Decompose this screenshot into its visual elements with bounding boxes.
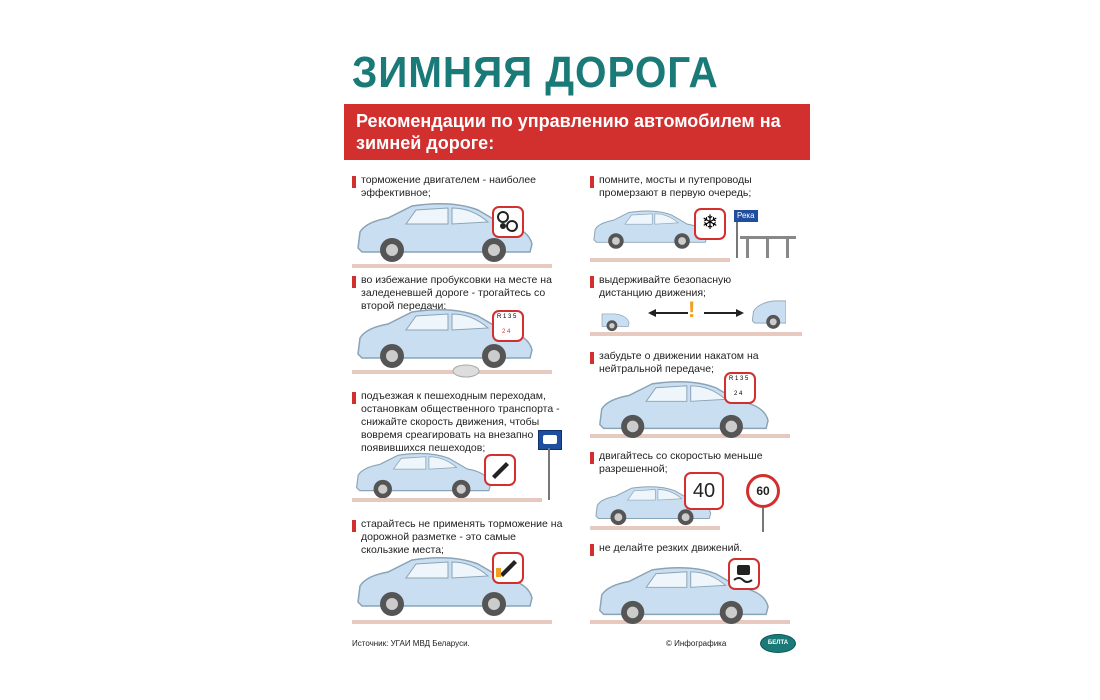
tip-marker	[352, 520, 356, 532]
car-illustration	[352, 452, 492, 500]
scene-coasting	[590, 370, 802, 446]
road	[590, 332, 802, 336]
gear-pattern-bottom: 2 4	[502, 329, 511, 335]
page-title: ЗИМНЯЯ ДОРОГА	[352, 48, 719, 97]
tip-marker	[352, 392, 356, 404]
tip-marker	[590, 352, 594, 364]
car-front-illustration	[596, 304, 636, 332]
arrow-left-icon	[648, 308, 688, 318]
scene-no-sudden-moves	[590, 556, 802, 632]
subtitle-banner	[344, 104, 810, 160]
road	[590, 258, 730, 262]
scene-pedestrians	[352, 452, 567, 512]
road	[352, 498, 542, 502]
tip-marker	[352, 276, 356, 288]
tip-text: помните, мосты и путепроводы промерзают в первую очередь;	[599, 174, 752, 199]
tip-text: старайтесь не применять торможение на дорожной разметке - это самые скользкие места;	[361, 518, 563, 556]
tip-text: выдерживайте безопасную дистанцию движения;	[599, 274, 732, 299]
tip-marker	[590, 452, 594, 464]
scene-distance	[590, 292, 802, 338]
arrow-right-icon	[704, 308, 744, 318]
engine-braking-icon	[492, 206, 524, 238]
scene-bridges	[590, 206, 802, 268]
brake-pedal-icon	[492, 552, 524, 584]
gear-pattern-top: R 1 3 5	[729, 376, 749, 382]
scene-road-markings	[352, 556, 552, 632]
gearbox-icon	[724, 372, 756, 404]
tip-text: подъезжая к пешеходным переходам, остановкам общественного транспорта - снижайте скорость движения, чтобы вовремя среагировать на внезапно появившихся пешеходов;	[361, 390, 560, 454]
credit-note: © Инфографика	[666, 639, 727, 648]
bridge-railing	[740, 232, 796, 258]
tip-marker	[352, 176, 356, 188]
scene-second-gear	[352, 308, 552, 382]
bus-stop-sign	[538, 430, 562, 450]
car-rear-illustration	[750, 292, 786, 332]
gear-pattern-top: R 1 3 5	[497, 314, 517, 320]
road	[352, 620, 552, 624]
belta-logo: БЕЛТА	[760, 634, 796, 653]
tip-text: во избежание пробуксовки на месте на заледеневшей дороге - трогайтесь со второй передачи;	[361, 274, 552, 312]
tip-text: забудьте о движении накатом на нейтральной передаче;	[599, 350, 759, 375]
tip-text: не делайте резких движений.	[599, 542, 743, 554]
subtitle-text: Рекомендации по управлению автомобилем на зимней дороге:	[356, 111, 781, 153]
speed-limit-sign: 60	[746, 474, 780, 508]
tip-text: торможение двигателем - наиболее эффективное;	[361, 174, 537, 199]
source-note: Источник: УГАИ МВД Беларуси.	[352, 639, 470, 648]
sign-pole	[762, 508, 764, 532]
poster	[344, 40, 810, 660]
snowflake-icon: ❄	[694, 208, 726, 240]
skidding-car-icon	[728, 558, 760, 590]
car-illustration	[590, 206, 708, 254]
current-speed-display: 40	[684, 472, 724, 510]
scene-engine-braking	[352, 202, 552, 274]
gearbox-icon	[492, 310, 524, 342]
tip-marker	[590, 276, 594, 288]
gear-pattern-bottom: 2 4	[734, 391, 743, 397]
warning-icon: !	[688, 297, 696, 322]
tip-marker	[590, 544, 594, 556]
snow-cloud-icon	[452, 362, 480, 378]
tip-marker	[590, 176, 594, 188]
brake-pedal-icon	[484, 454, 516, 486]
scene-speed	[590, 472, 802, 536]
tip-text: двигайтесь со скоростью меньше разрешенной;	[599, 450, 763, 475]
sign-pole	[736, 222, 738, 258]
road	[352, 264, 552, 268]
sign-pole	[548, 448, 550, 500]
river-sign: Река	[734, 210, 758, 222]
